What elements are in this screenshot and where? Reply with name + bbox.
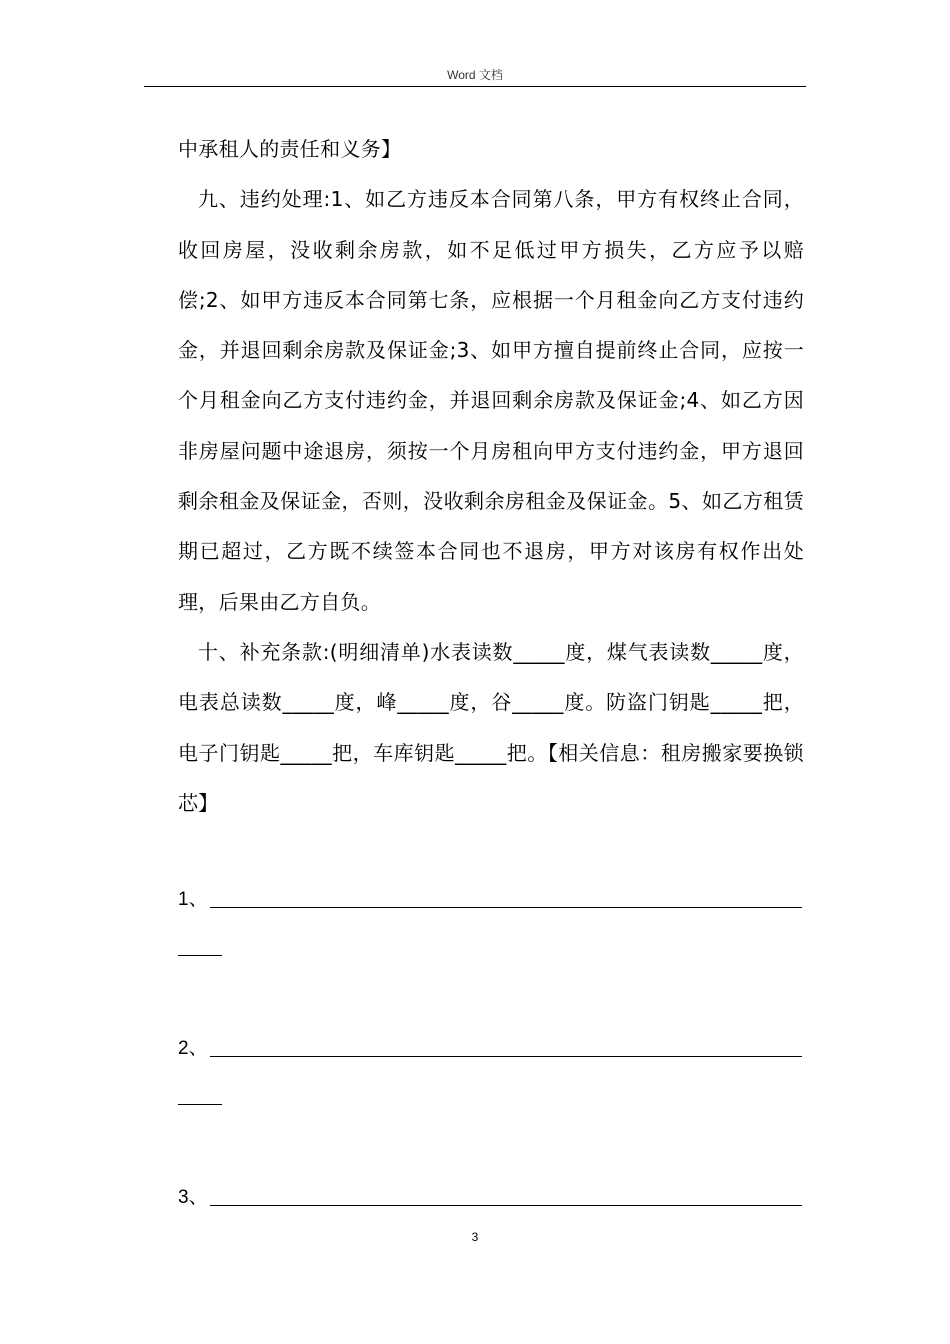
page-header: Word 文档	[447, 68, 503, 82]
header-divider	[144, 86, 806, 87]
paragraph-continuation: 中承租人的责任和义务】	[178, 137, 402, 161]
fill-in-line-continuation	[178, 1104, 222, 1105]
item-number: 1、	[178, 889, 208, 910]
fill-in-line	[210, 1205, 802, 1206]
blank-item-1	[178, 884, 804, 914]
blank-item-2	[178, 1033, 804, 1063]
fill-in-line	[210, 907, 802, 908]
page-number: 3	[471, 1230, 479, 1244]
fill-in-line	[210, 1056, 802, 1057]
paragraph-supplementary-clause: 十、补充条款:(明细清单)水表读数_____度，煤气表读数_____度，电表总读数_____度，峰_____度，谷_____度。防盗门钥匙_____把，电子门钥匙_____把，车库钥匙_____把。【相关信息：租房搬家要换锁芯】	[178, 639, 804, 815]
blank-item-3	[178, 1182, 804, 1212]
fill-in-line-continuation	[178, 955, 222, 956]
paragraph-breach-clause: 九、违约处理:1、如乙方违反本合同第八条，甲方有权终止合同，收回房屋，没收剩余房款，如不足低过甲方损失，乙方应予以赔偿;2、如甲方违反本合同第七条，应根据一个月租金向乙方支付违约金，并退回剩余房款及保证金;3、如甲方擅自提前终止合同，应按一个月租金向乙方支付违约金，并退回剩余房款及保证金;4、如乙方因非房屋问题中途退房，须按一个月房租向甲方支付违约金，甲方退回剩余租金及保证金，否则，没收剩余房租金及保证金。5、如乙方租赁期已超过，乙方既不续签本合同也不退房，甲方对该房有权作出处理，后果由乙方自负。	[178, 187, 804, 614]
document-body	[178, 124, 804, 828]
item-number: 3、	[178, 1187, 208, 1208]
item-number: 2、	[178, 1038, 208, 1059]
